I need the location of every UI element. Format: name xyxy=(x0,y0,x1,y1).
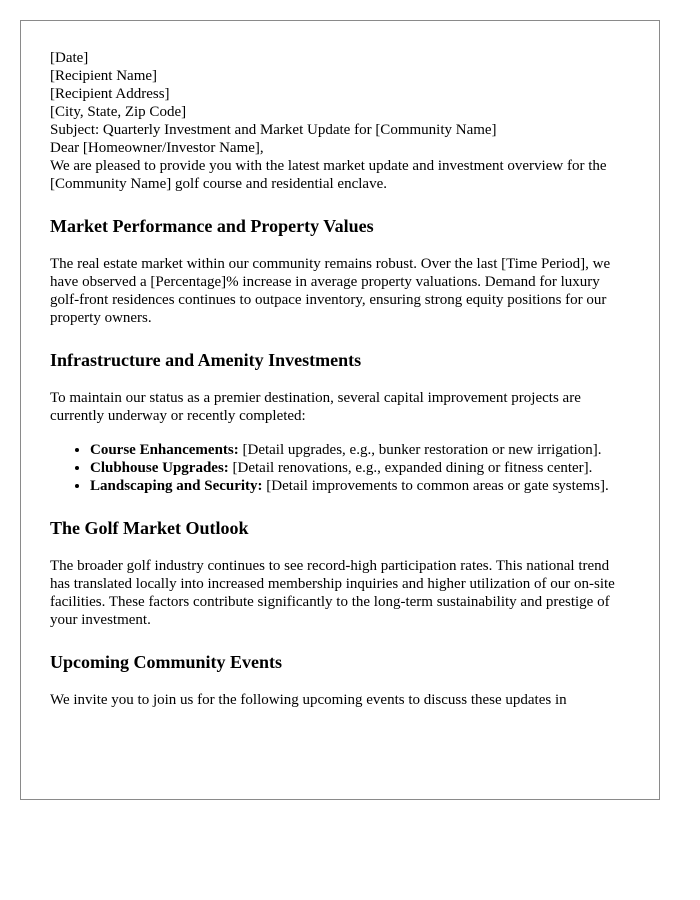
section-body-infrastructure: To maintain our status as a premier destination, several capital improvement projects are currently underway or recently completed: xyxy=(50,390,581,424)
recipient-city-state-zip: [City, State, Zip Code] xyxy=(50,104,187,120)
section-heading-market-performance: Market Performance and Property Values xyxy=(50,216,374,236)
recipient-name: [Recipient Name] xyxy=(50,68,158,84)
recipient-block xyxy=(50,67,630,121)
letter-subject: Subject: Quarterly Investment and Market Update for [Community Name] xyxy=(50,122,497,138)
section-body-market-performance: The real estate market within our community remains robust. Over the last [Time Period], we have observed a [Percentage]% increase in average property valuations. Demand for luxury golf-front residences continues to outpace inventory, ensuring strong equity positions for our property owners. xyxy=(50,256,611,326)
section-heading-infrastructure: Infrastructure and Amenity Investments xyxy=(50,350,362,370)
letter-date: [Date] xyxy=(50,50,89,66)
list-item-text: [Detail upgrades, e.g., bunker restoration or new irrigation]. xyxy=(238,442,602,458)
section-heading-golf-outlook: The Golf Market Outlook xyxy=(50,518,249,538)
list-item xyxy=(90,477,630,495)
list-item-text: [Detail renovations, e.g., expanded dining or fitness center]. xyxy=(228,460,593,476)
section-heading-events: Upcoming Community Events xyxy=(50,652,283,672)
letter-intro: We are pleased to provide you with the latest market update and investment overview for the [Community Name] golf course and residential enclave. xyxy=(50,158,607,192)
list-item-label: Landscaping and Security: xyxy=(90,478,263,494)
section-body-golf-outlook: The broader golf industry continues to see record-high participation rates. This national trend has translated locally into increased membership inquiries and higher utilization of our on-site facilities. These factors contribute significantly to the long-term sustainability and prestige of your investment. xyxy=(50,558,615,628)
letter-content xyxy=(50,49,630,709)
letter-salutation: Dear [Homeowner/Investor Name], xyxy=(50,140,264,156)
letter-page xyxy=(20,20,660,800)
list-item xyxy=(90,441,630,459)
improvement-list xyxy=(50,441,630,495)
section-body-events: We invite you to join us for the following upcoming events to discuss these updates in xyxy=(50,692,567,708)
recipient-address: [Recipient Address] xyxy=(50,86,170,102)
list-item-text: [Detail improvements to common areas or gate systems]. xyxy=(262,478,609,494)
list-item-label: Clubhouse Upgrades: xyxy=(90,460,229,476)
list-item-label: Course Enhancements: xyxy=(90,442,239,458)
list-item xyxy=(90,459,630,477)
